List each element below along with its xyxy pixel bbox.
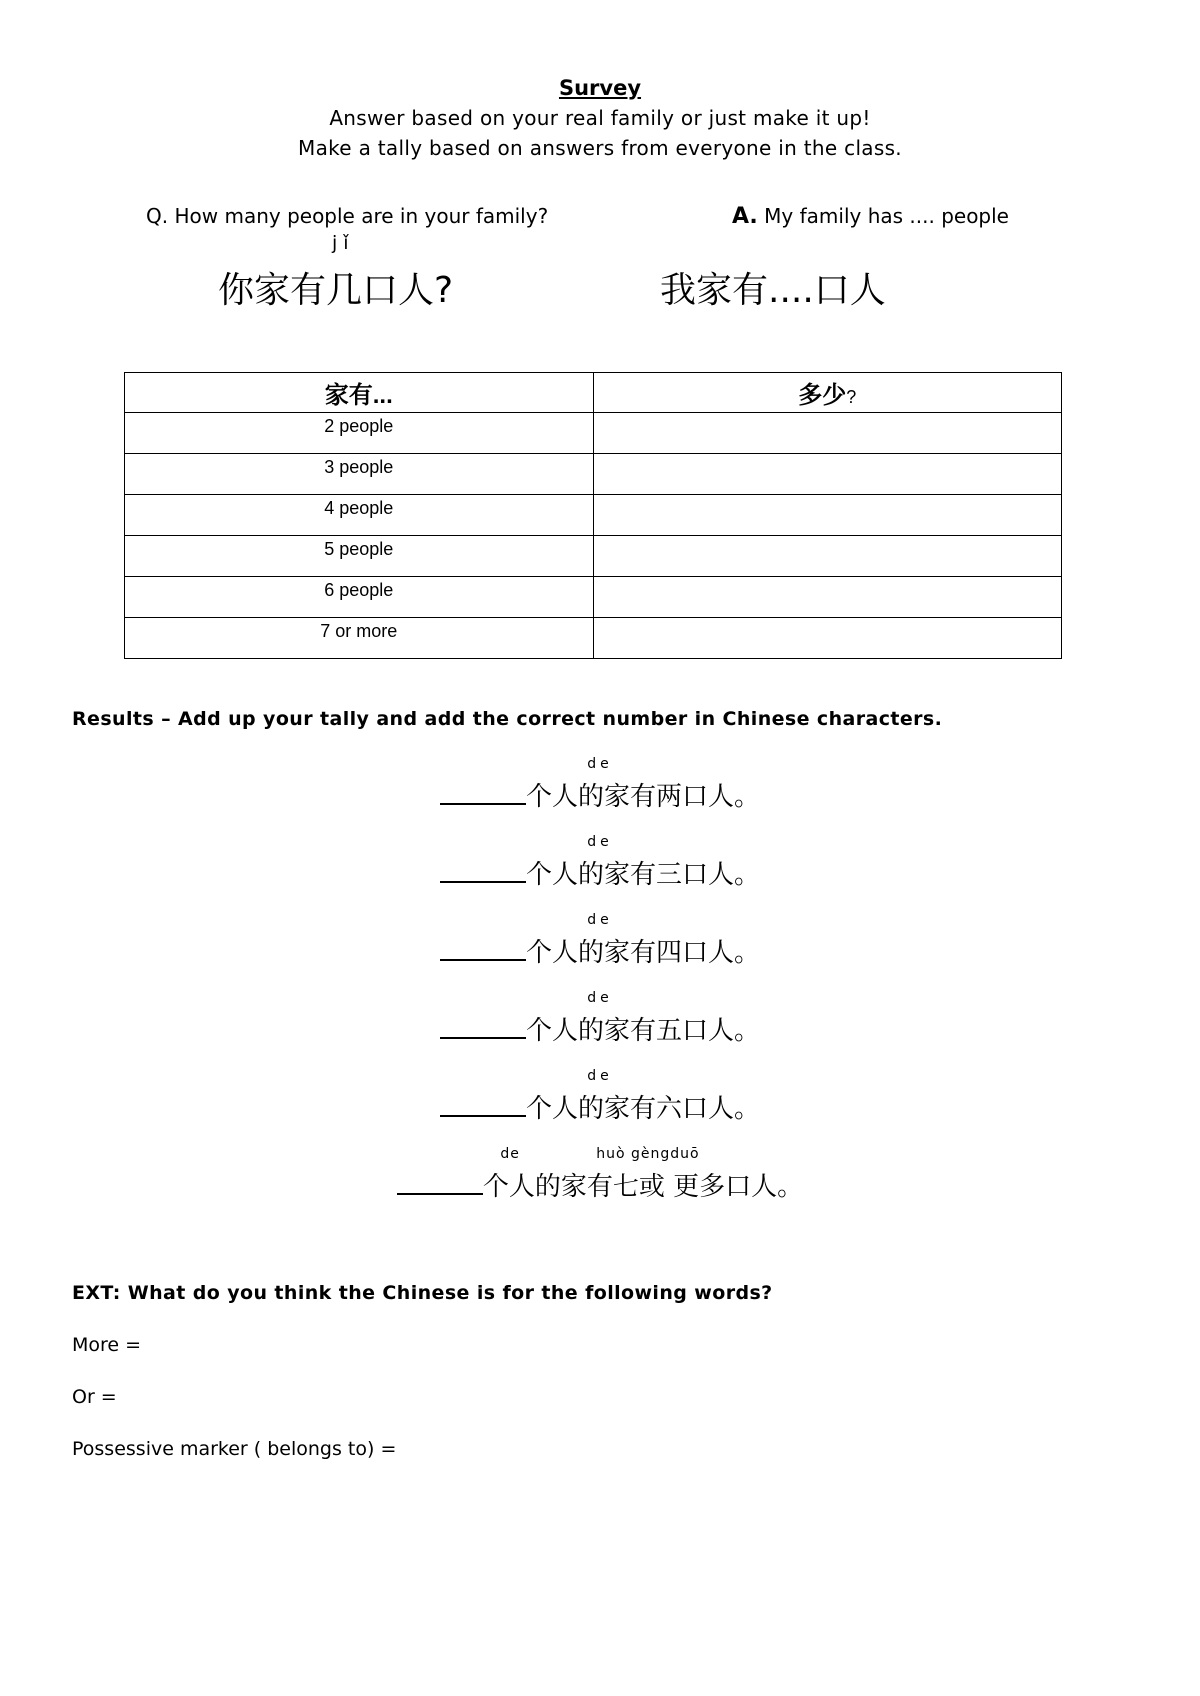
ext-item-or: Or = <box>72 1386 117 1408</box>
tally-row-label: 6 people <box>125 577 594 618</box>
answer-chinese: 我家有....口人 <box>660 270 886 311</box>
tally-row-label: 3 people <box>125 454 594 495</box>
tally-cell[interactable] <box>593 577 1062 618</box>
result-sentence: 个人的家有五口人。 <box>525 1016 760 1046</box>
table-row <box>125 577 1062 618</box>
tally-cell[interactable] <box>593 413 1062 454</box>
result-sentence: 个人的家有三口人。 <box>525 860 760 890</box>
answer-blank[interactable] <box>440 1013 526 1039</box>
answer-blank[interactable] <box>440 1091 526 1117</box>
tally-cell[interactable] <box>593 495 1062 536</box>
table-row <box>125 618 1062 659</box>
tally-row-label: 5 people <box>125 536 594 577</box>
result-pinyin: de <box>587 834 613 850</box>
tally-header-family: 家有... <box>125 373 594 413</box>
table-row <box>125 454 1062 495</box>
result-line <box>0 912 1200 969</box>
tally-row-label: 2 people <box>125 413 594 454</box>
answer-blank[interactable] <box>440 935 526 961</box>
result-line <box>0 834 1200 891</box>
table-row <box>125 536 1062 577</box>
table-row <box>125 413 1062 454</box>
answer-blank[interactable] <box>440 857 526 883</box>
result-line <box>0 1068 1200 1125</box>
result-line <box>0 990 1200 1047</box>
ext-heading: EXT: What do you think the Chinese is for the following words? <box>72 1282 773 1304</box>
result-line <box>0 756 1200 813</box>
question-text: How many people are in your family? <box>174 204 549 228</box>
question-chinese: 你家有几口人? <box>218 270 454 311</box>
result-line <box>0 1146 1200 1203</box>
result-pinyin: de <box>587 756 613 772</box>
tally-header-count: 多少? <box>593 373 1062 413</box>
result-pinyin: de <box>587 990 613 1006</box>
question-prefix: Q. <box>146 204 169 228</box>
answer-english <box>732 204 1009 229</box>
ext-item-possessive: Possessive marker ( belongs to) = <box>72 1438 397 1460</box>
answer-text: My family has .... people <box>764 204 1009 228</box>
question-english <box>146 204 548 228</box>
tally-cell[interactable] <box>593 618 1062 659</box>
instruction-line-2: Make a tally based on answers from everyone in the class. <box>298 136 902 160</box>
question-pinyin: jǐ <box>332 232 355 254</box>
ext-item-more: More = <box>72 1334 142 1356</box>
tally-table <box>124 372 1062 659</box>
tally-cell[interactable] <box>593 536 1062 577</box>
result-sentence: 个人的家有四口人。 <box>525 938 760 968</box>
result-pinyin: de <box>587 912 613 928</box>
tally-row-label: 4 people <box>125 495 594 536</box>
tally-header-row <box>125 373 1062 413</box>
result-sentence: 个人的家有七或 更多口人。 <box>482 1172 804 1202</box>
answer-blank[interactable] <box>440 779 526 805</box>
table-row <box>125 495 1062 536</box>
answer-prefix: A. <box>732 204 758 229</box>
instruction-line-1: Answer based on your real family or just make it up! <box>329 106 871 130</box>
results-heading: Results – Add up your tally and add the correct number in Chinese characters. <box>72 708 943 730</box>
result-pinyin: de <box>587 1068 613 1084</box>
result-sentence: 个人的家有六口人。 <box>525 1094 760 1124</box>
tally-cell[interactable] <box>593 454 1062 495</box>
answer-blank[interactable] <box>397 1169 483 1195</box>
page-title: Survey <box>558 76 642 100</box>
result-pinyin: de huò gèngduō <box>500 1146 700 1162</box>
tally-row-label: 7 or more <box>125 618 594 659</box>
result-sentence: 个人的家有两口人。 <box>525 782 760 812</box>
